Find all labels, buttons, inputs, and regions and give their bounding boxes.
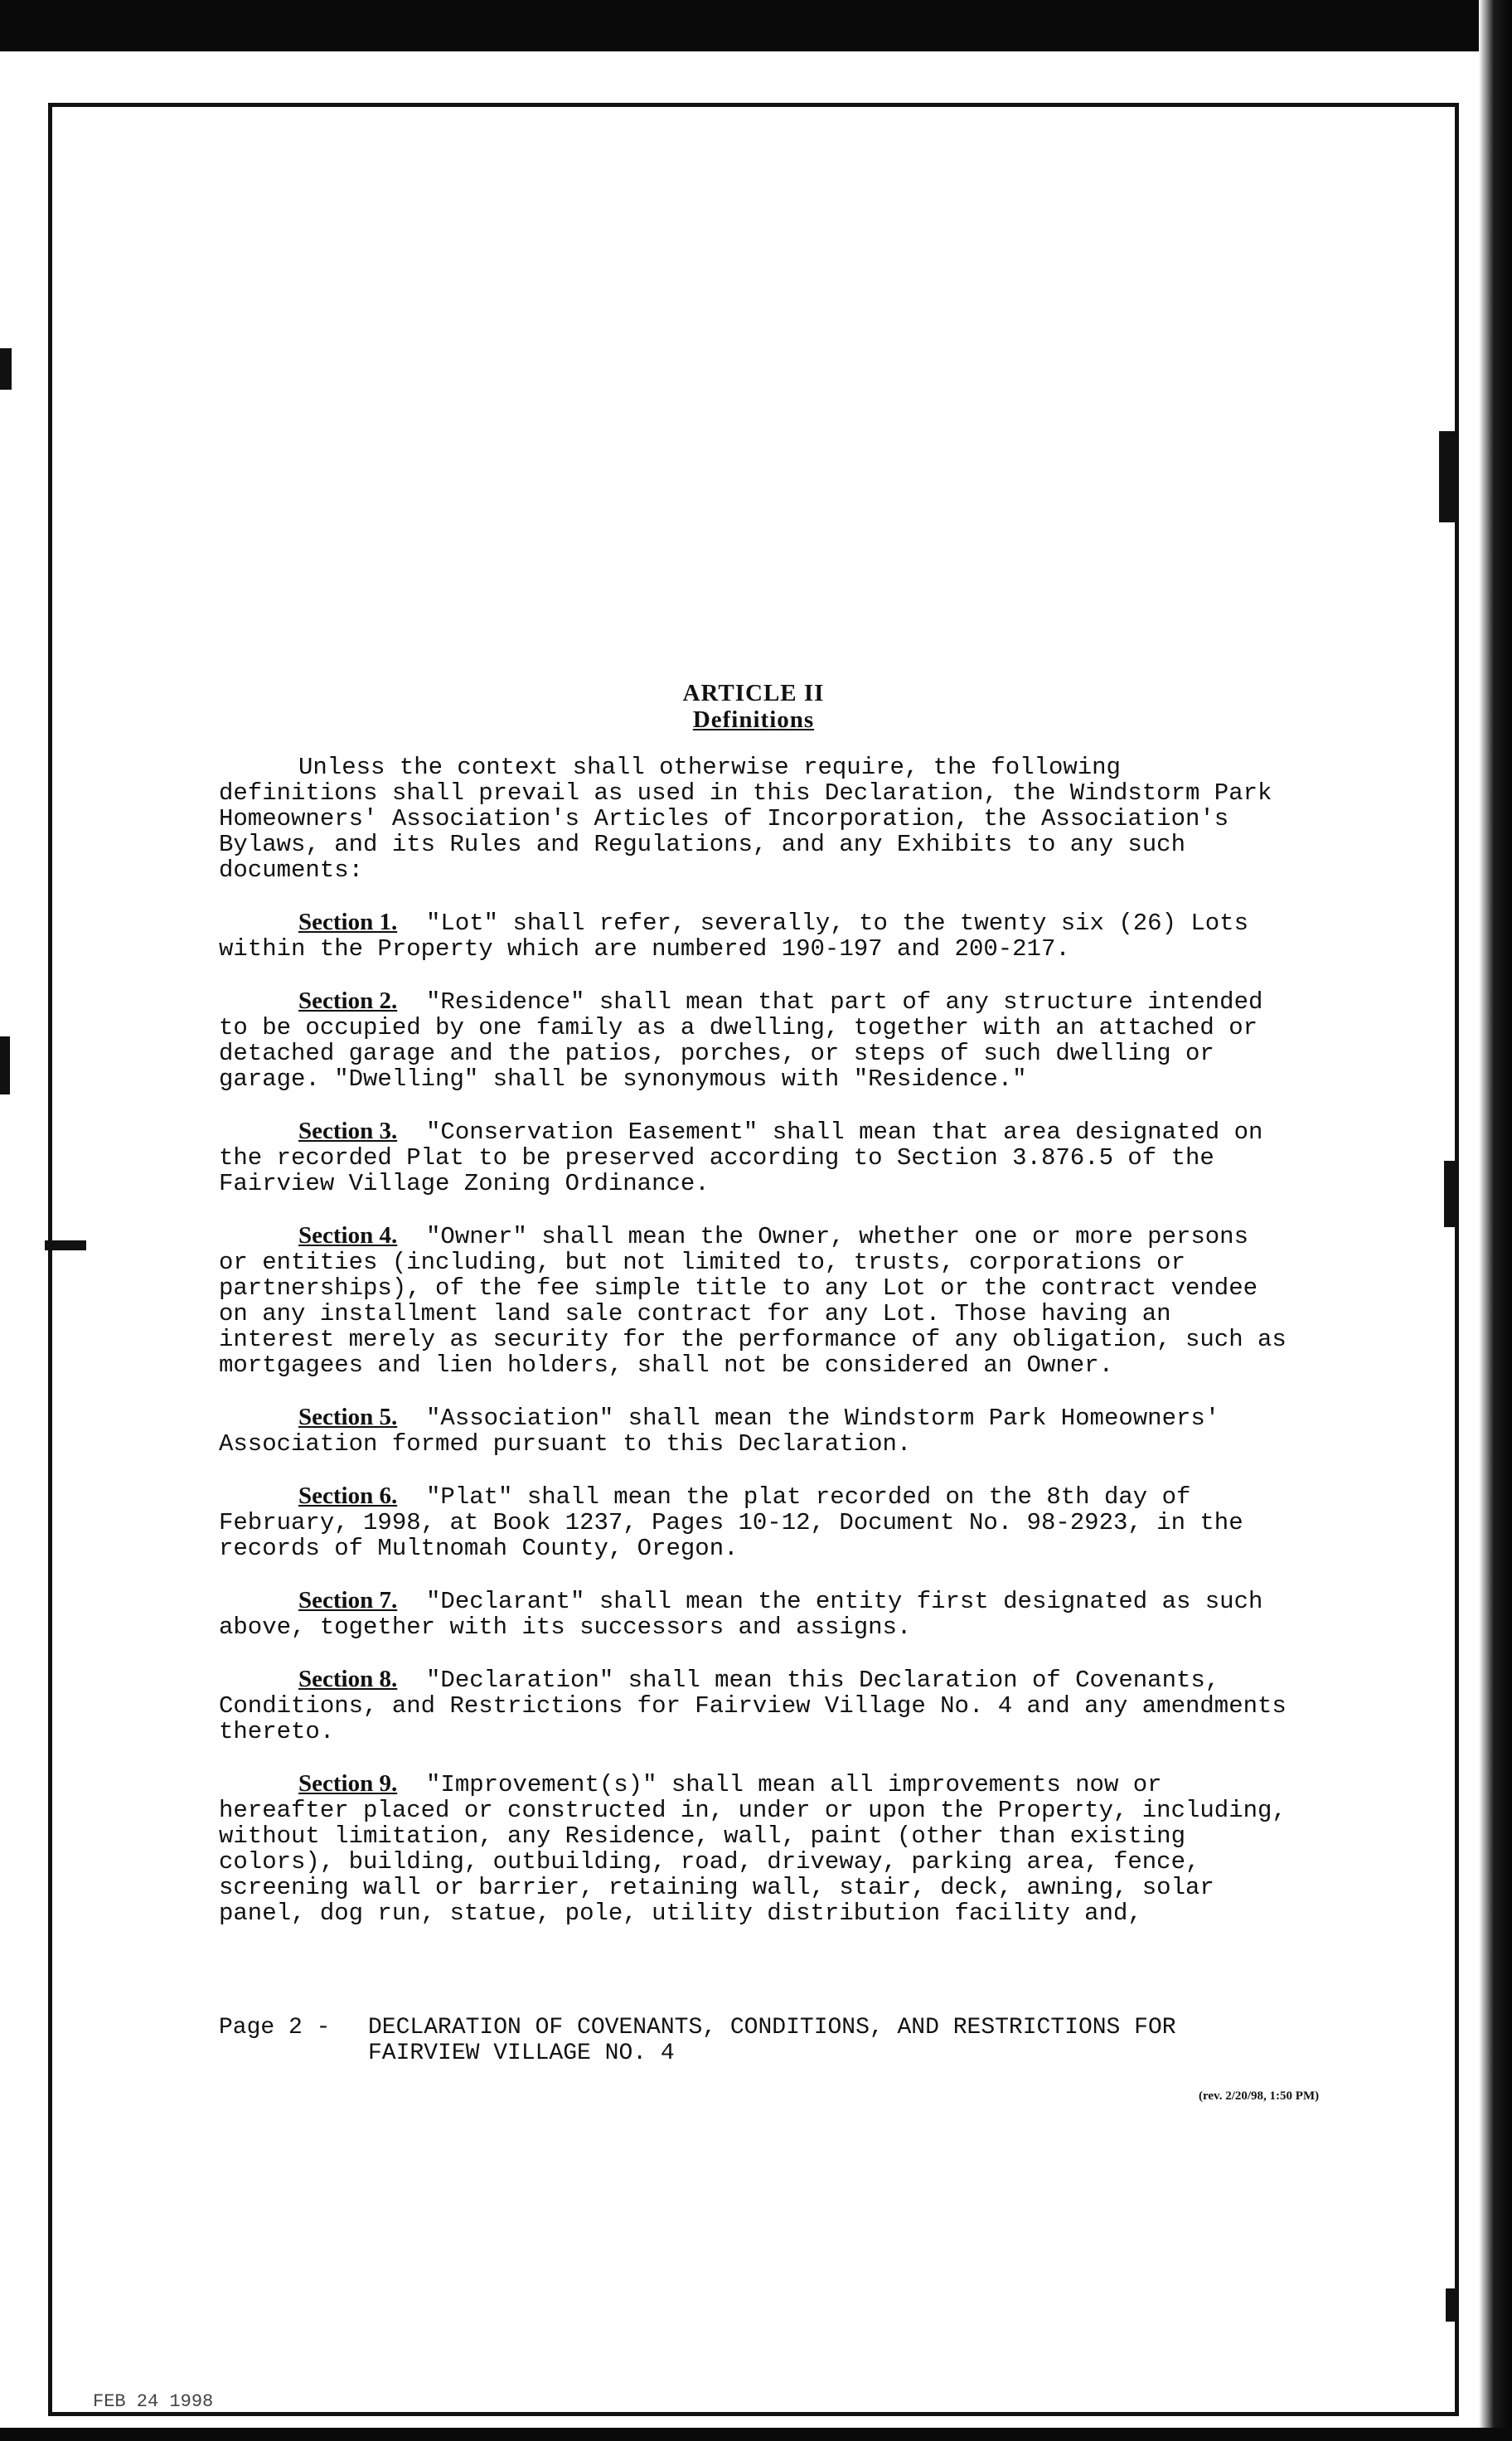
intro-paragraph: Unless the context shall otherwise require, the following definitions shall prevail as used in this Declaration, the Windstorm Park Homeowners' Association's Articles of Incorporation, the Association's Bylaws, and its Rules and Regulations, and any Exhibits to any such documents: xyxy=(219,754,1272,884)
section-paragraph xyxy=(219,1771,1288,1926)
section-label: Section 9. xyxy=(298,1770,398,1797)
scan-edge-right xyxy=(1479,0,1512,2441)
section-paragraph xyxy=(219,1588,1288,1640)
article-title: ARTICLE II xyxy=(682,680,825,706)
section-text: "Declaration" shall mean this Declaration of Covenants, Conditions, and Restrictions for Fairview Village No. 4 and any amendments thereto. xyxy=(219,1667,1287,1745)
section-label: Section 6. xyxy=(298,1483,398,1509)
section-label: Section 5. xyxy=(298,1404,398,1430)
page-number: Page 2 - xyxy=(219,2015,331,2041)
section-label: Section 1. xyxy=(298,909,398,935)
scan-speck xyxy=(0,348,12,390)
section-label: Section 2. xyxy=(298,988,398,1014)
section-text: "Plat" shall mean the plat recorded on the 8th day of February, 1998, at Book 1237, Pages 10-12, Document No. 98-2923, in the records of Multnomah County, Oregon. xyxy=(219,1483,1243,1562)
scan-edge-top xyxy=(0,0,1512,51)
section-label: Section 7. xyxy=(298,1587,398,1614)
section-paragraph xyxy=(219,1483,1288,1561)
section-text: "Owner" shall mean the Owner, whether one or more persons or entities (including, but not limited to, trusts, corporations or partnerships), of the fee simple title to any Lot or the contract vendee on any installment land sale contract for any Lot. Those having an interest merely as security for the performance of any obligation, such as mortgagees and lien holders, shall not be considered an Owner. xyxy=(219,1223,1287,1379)
article-heading xyxy=(219,680,1288,733)
scan-edge-bottom xyxy=(0,2428,1512,2441)
section-paragraph xyxy=(219,1405,1288,1457)
page-footer xyxy=(219,2015,1288,2066)
section-label: Section 8. xyxy=(298,1666,398,1692)
section-paragraph xyxy=(219,1667,1288,1745)
article-subtitle: Definitions xyxy=(692,706,815,733)
section-paragraph xyxy=(219,910,1288,962)
section-text: "Residence" shall mean that part of any structure intended to be occupied by one family as a dwelling, together with an attached or detached garage and the patios, porches, or steps of such dwelling or garage. "Dwelling" shall be synonymous with "Residence." xyxy=(219,988,1263,1093)
section-paragraph xyxy=(219,1223,1288,1378)
section-text: "Association" shall mean the Windstorm Park Homeowners' Association formed pursuant to this Declaration. xyxy=(219,1405,1220,1458)
section-paragraph xyxy=(219,1119,1288,1196)
fax-stamp: FEB 24 1998 xyxy=(93,2391,214,2412)
section-label: Section 3. xyxy=(298,1118,398,1144)
section-text: "Improvement(s)" shall mean all improvements now or hereafter placed or constructed in, under or upon the Property, including, without limitation, any Residence, wall, paint (other than existing colors), building, outbuilding, road, driveway, parking area, fence, screening wall or barrier, retaining wall, stair, deck, awning, solar panel, dog run, statue, pole, utility distribution facility and, xyxy=(219,1771,1287,1927)
footer-title-line-1: DECLARATION OF COVENANTS, CONDITIONS, AND RESTRICTIONS FOR xyxy=(368,2015,1176,2041)
revision-note: (rev. 2/20/98, 1:50 PM) xyxy=(1199,2089,1320,2103)
section-paragraph xyxy=(219,988,1288,1092)
section-text: "Declarant" shall mean the entity first designated as such above, together with its successors and assigns. xyxy=(219,1588,1263,1641)
footer-title-line-2: FAIRVIEW VILLAGE NO. 4 xyxy=(368,2041,675,2066)
scan-speck xyxy=(0,1036,10,1094)
section-text: "Lot" shall refer, severally, to the twenty six (26) Lots within the Property which are numbered 190-197 and 200-217. xyxy=(219,910,1248,963)
document-body xyxy=(219,680,1288,1953)
section-text: "Conservation Easement" shall mean that area designated on the recorded Plat to be preserved according to Section 3.876.5 of the Fairview Village Zoning Ordinance. xyxy=(219,1119,1263,1197)
section-label: Section 4. xyxy=(298,1222,398,1249)
